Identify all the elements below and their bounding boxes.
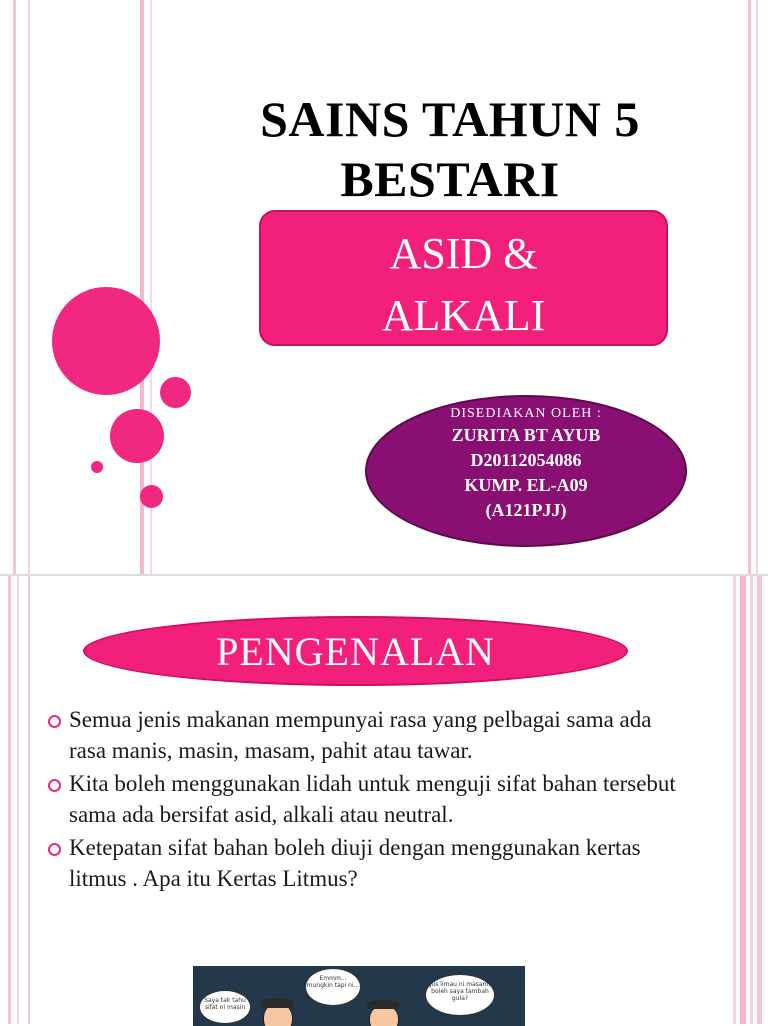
speech-bubble: Saya tak tahu sifat ni masin bbox=[199, 990, 251, 1024]
slide-title-line1: SAINS TAHUN 5 bbox=[260, 91, 640, 147]
bullet-list bbox=[48, 704, 688, 896]
decor-circle bbox=[140, 485, 163, 508]
decor-stripe bbox=[750, 576, 753, 1024]
prepared-by-label: DISEDIAKAN OLEH : bbox=[450, 406, 602, 421]
course-code: (A121PJJ) bbox=[485, 500, 567, 520]
decor-circle-small bbox=[91, 461, 103, 473]
bullet-icon bbox=[48, 843, 61, 856]
bullet-icon bbox=[48, 779, 61, 792]
comic-illustration bbox=[193, 966, 525, 1026]
list-item bbox=[48, 768, 688, 830]
decor-stripe bbox=[8, 576, 11, 1024]
group-name: KUMP. EL-A09 bbox=[464, 475, 588, 495]
student-id: D20112054086 bbox=[470, 450, 582, 470]
speech-bubble: Emmm... mungkin tapi ni... bbox=[305, 968, 361, 1006]
decor-circle bbox=[160, 377, 191, 408]
list-item bbox=[48, 704, 688, 766]
topic-line1: ASID & bbox=[389, 229, 538, 278]
author-ellipse bbox=[365, 395, 687, 547]
decor-stripe bbox=[28, 0, 30, 576]
section-heading: PENGENALAN bbox=[83, 616, 628, 686]
speech-bubble: Jus limau ni masam, boleh saya tambah gula? bbox=[425, 974, 495, 1016]
decor-circle bbox=[110, 409, 164, 463]
bullet-text: Semua jenis makanan mempunyai rasa yang pelbagai sama ada rasa manis, masin, masam, pahit atau tawar. bbox=[69, 707, 652, 763]
decor-stripe bbox=[28, 576, 30, 1024]
decor-stripe bbox=[13, 0, 16, 576]
decor-stripe bbox=[757, 576, 762, 1024]
slide-title-line2: BESTARI bbox=[340, 151, 560, 207]
decor-stripe bbox=[740, 576, 746, 1024]
character-hair bbox=[261, 998, 293, 1008]
decor-stripe bbox=[733, 576, 736, 1024]
bullet-icon bbox=[48, 715, 61, 728]
decor-stripe bbox=[17, 576, 19, 1024]
list-item bbox=[48, 832, 688, 894]
decor-stripe bbox=[756, 0, 758, 576]
bullet-text: Kita boleh menggunakan lidah untuk menguji sifat bahan tersebut sama ada bersifat asid, alkali atau neutral. bbox=[69, 771, 676, 827]
topic-line2: ALKALI bbox=[381, 291, 546, 340]
decor-stripe bbox=[748, 0, 751, 576]
bullet-text: Ketepatan sifat bahan boleh diuji dengan menggunakan kertas litmus . Apa itu Kertas Litmus? bbox=[69, 835, 641, 891]
decor-circle-large bbox=[52, 287, 160, 395]
topic-box bbox=[259, 210, 668, 346]
character-hair bbox=[367, 1000, 399, 1009]
author-name: ZURITA BT AYUB bbox=[451, 425, 601, 445]
